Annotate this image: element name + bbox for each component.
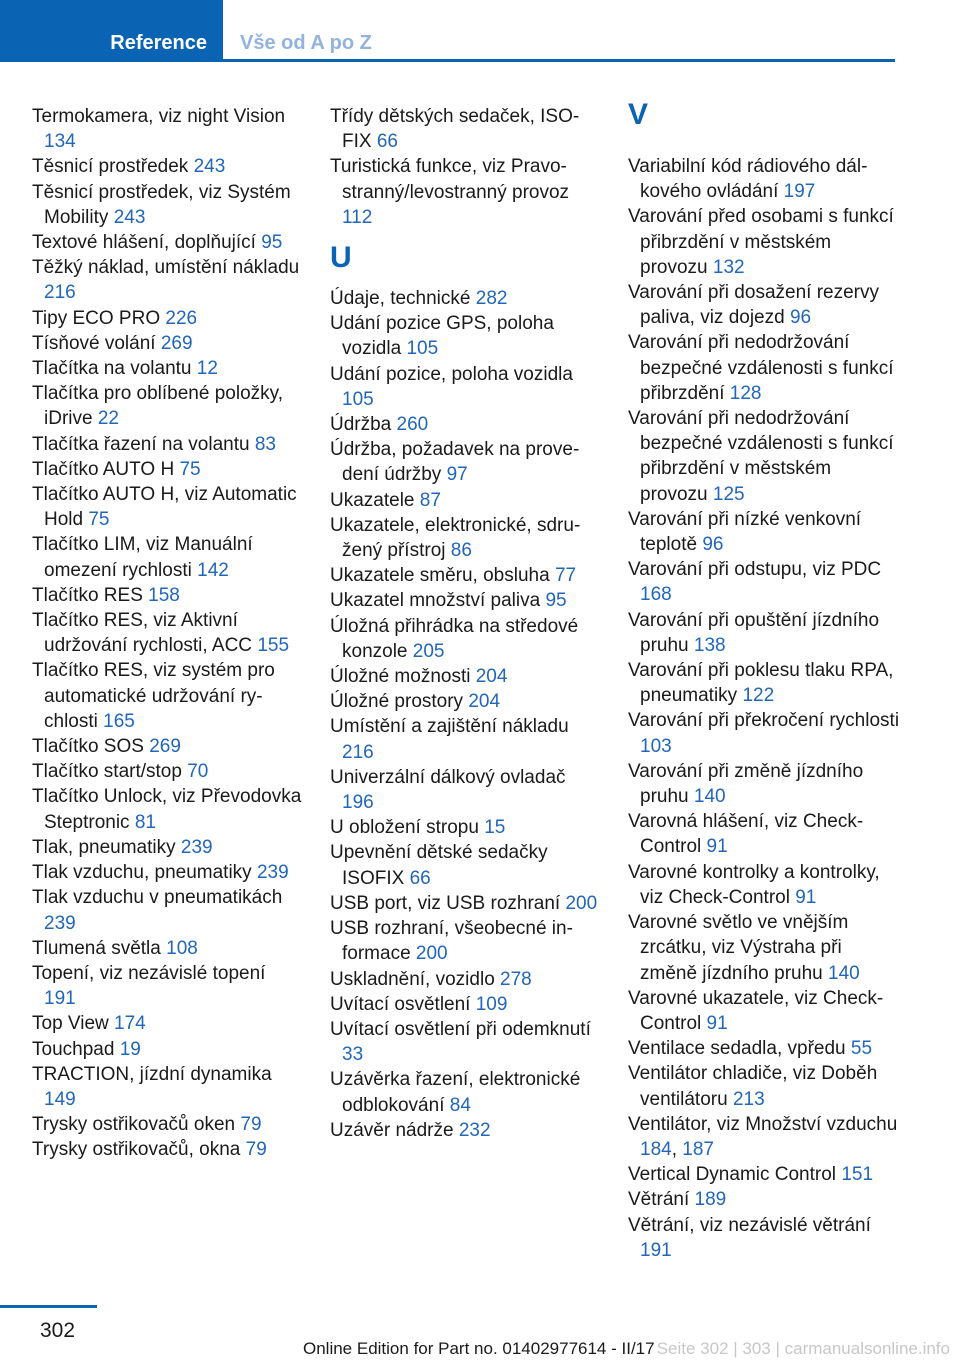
index-entry-text: Ukazatele, elektronické, sdružený přístroj <box>330 514 581 562</box>
index-entry-text: Termokamera, viz night Vision <box>32 106 286 127</box>
index-entry <box>628 910 903 986</box>
index-entry-text: Varovné kontrolky a kontrolky, viz Check-Control <box>628 861 880 908</box>
index-entry-text: Varování při změně jízdního pruhu <box>628 760 864 808</box>
index-entry <box>330 362 600 412</box>
index-entry-text: U obložení stropu <box>330 817 479 839</box>
page-link[interactable]: 200 <box>415 943 448 965</box>
index-entry <box>32 860 302 885</box>
index-entry <box>32 381 302 431</box>
index-letter-heading: V <box>628 98 649 131</box>
index-entry <box>330 689 600 714</box>
page-link[interactable]: 105 <box>406 338 439 360</box>
index-entry-text: Tlumená světla <box>32 937 161 959</box>
index-entry <box>32 936 302 961</box>
index-entry <box>330 840 600 890</box>
index-entry-text: Varování při dosažení rezervy paliva, viz dojezd <box>628 282 879 329</box>
page-link[interactable]: 70 <box>187 761 209 783</box>
index-entry <box>330 588 600 613</box>
page-link[interactable]: 232 <box>458 1119 491 1141</box>
index-entry-text: Tlačítko SOS <box>32 736 144 758</box>
index-entry-text: Trysky ostřikovačů oken <box>32 1114 236 1136</box>
page-link[interactable]: 132 <box>712 256 745 278</box>
page-link[interactable]: 239 <box>256 862 289 884</box>
index-entry-text: Univerzální dálkový ovladač <box>330 766 566 788</box>
index-entry <box>628 658 903 708</box>
header-rule <box>223 59 895 62</box>
page-number: 302 <box>40 1319 76 1342</box>
index-entry-text: Varování při poklesu tlaku RPA, pneumatiky <box>628 660 894 707</box>
page-link[interactable]: 197 <box>783 181 816 203</box>
index-entry <box>330 891 600 916</box>
page-link[interactable]: 204 <box>468 691 501 713</box>
index-entry-text: Uzávěr nádrže <box>330 1119 454 1141</box>
page-link[interactable]: 75 <box>88 509 110 531</box>
index-entry <box>32 608 302 658</box>
page-link[interactable]: 91 <box>795 886 817 908</box>
index-entry <box>628 280 903 330</box>
index-entry-text: Vertical Dynamic Control <box>628 1164 837 1186</box>
page-link[interactable]: 22 <box>97 408 119 430</box>
page-link[interactable]: 140 <box>828 962 860 984</box>
index-entry-text: Tlačítka řazení na volantu <box>32 433 250 455</box>
index-entry <box>32 835 302 860</box>
index-entry-text: USB port, viz USB rozhraní <box>330 892 561 914</box>
page-link[interactable]: 12 <box>196 358 218 380</box>
page-link[interactable]: 125 <box>712 483 745 505</box>
page-link[interactable]: 187 <box>682 1138 714 1160</box>
page-link[interactable]: 77 <box>554 565 577 587</box>
index-entry <box>628 204 903 280</box>
index-entry-text: Tlačítko start/stop <box>32 761 182 783</box>
index-entry <box>628 1213 903 1263</box>
index-entry <box>32 306 302 331</box>
page-link[interactable]: 66 <box>409 867 431 889</box>
index-entry-text: Ukazatel množství paliva <box>330 590 541 612</box>
page-link[interactable]: 122 <box>742 685 775 707</box>
index-entry <box>628 1162 903 1187</box>
index-entry-text: Umístění a zajištění nákladu <box>330 716 569 738</box>
index-entry-text: Větrání, viz nezávislé větrání <box>628 1214 871 1236</box>
index-entry <box>330 714 600 764</box>
index-entry-text: Údaje, technické <box>330 288 471 310</box>
index-entry <box>628 986 903 1036</box>
index-entry-text: Trysky ostřikovačů, okna <box>32 1139 241 1161</box>
index-entry-text: Úložná přihrádka na středové konzole <box>330 615 579 662</box>
index-entry <box>628 557 903 607</box>
page-link[interactable]: 96 <box>702 534 724 556</box>
page-link[interactable]: 108 <box>166 937 198 959</box>
index-entry <box>330 154 600 230</box>
page-link[interactable]: 79 <box>240 1114 262 1136</box>
page-link[interactable]: 75 <box>179 458 201 480</box>
page-link[interactable]: 189 <box>694 1189 727 1211</box>
index-entry-text: Varovná hlášení, viz Check-Control <box>628 811 864 858</box>
index-entry <box>330 967 600 992</box>
index-entry <box>330 311 600 361</box>
index-entry-text: Variabilní kód rádiového dálkového ovládání <box>628 156 868 203</box>
index-entry <box>628 809 903 859</box>
index-entry-text: Udání pozice GPS, poloha vozidla <box>330 313 554 360</box>
index-entry <box>32 457 302 482</box>
page-link[interactable]: 138 <box>693 634 726 656</box>
page-link[interactable]: 155 <box>257 635 290 657</box>
page-link[interactable]: 149 <box>44 1088 76 1110</box>
page-link[interactable]: 81 <box>134 811 156 833</box>
page-link[interactable]: 91 <box>706 1012 728 1034</box>
index-entry <box>330 513 600 563</box>
page-link[interactable]: 243 <box>193 156 226 178</box>
index-entry <box>628 1187 903 1212</box>
page-link[interactable]: 205 <box>412 640 445 662</box>
index-entry <box>32 432 302 457</box>
index-entry-text: Uvítací osvětlení při odemknutí <box>330 1018 591 1040</box>
index-entry-text: Varování při nízké venkovní teplotě <box>628 508 862 556</box>
page-link[interactable]: 278 <box>500 968 532 990</box>
index-entry-text: TRACTION, jízdní dynamika <box>32 1063 272 1085</box>
index-entry <box>628 608 903 658</box>
index-entry-text: Tlačítko RES, viz Aktivní udržování rychlosti, ACC <box>32 610 253 657</box>
edition-note: Online Edition for Part no. 01402977614 - II/17 <box>303 1339 655 1358</box>
index-entry <box>32 961 302 1011</box>
page-link[interactable]: 95 <box>261 232 283 254</box>
index-entry <box>330 488 600 513</box>
index-entry <box>330 916 600 966</box>
page-link[interactable]: 260 <box>396 414 429 436</box>
index-entry: Ventilátor, viz Množství vzduchu 184, 187 <box>628 1113 898 1160</box>
index-entry-text: Varovné světlo ve vnějším zrcátku, viz Výstraha při změně jízdního pruhu <box>628 912 849 984</box>
index-entry-text: Tlačítko RES, viz systém pro automatické udržování rychlosti <box>32 660 275 732</box>
index-entry-text: Tísňové volání <box>32 332 156 354</box>
index-entry <box>330 815 600 840</box>
index-entry <box>32 230 302 255</box>
page-link[interactable]: 213 <box>732 1088 765 1110</box>
index-entry-text: Údržba, požadavek na provedení údržby <box>330 439 580 486</box>
index-entry <box>32 1037 302 1062</box>
page-link[interactable]: 165 <box>103 710 135 732</box>
page-link[interactable]: 151 <box>841 1164 874 1186</box>
page-link[interactable]: 87 <box>419 489 441 511</box>
index-entry <box>330 992 600 1017</box>
index-entry <box>32 1137 302 1162</box>
index-entry <box>330 286 600 311</box>
index-entry-text: Tlačítka pro oblíbené položky, iDrive <box>32 383 284 430</box>
index-entry-text: Uskladnění, vozidlo <box>330 968 495 990</box>
index-entry <box>330 765 600 815</box>
index-column-3 <box>628 98 903 1263</box>
index-entry-text: USB rozhraní, všeobecné informace <box>330 918 573 965</box>
page-link[interactable]: 96 <box>789 307 812 329</box>
page-link[interactable]: 191 <box>640 1239 672 1261</box>
page-link[interactable]: 200 <box>565 892 598 914</box>
index-entry <box>628 154 903 204</box>
tab-reference[interactable]: Reference <box>110 32 207 54</box>
index-entry <box>32 784 302 834</box>
index-entry <box>628 1061 903 1111</box>
index-entry <box>32 734 302 759</box>
page-link[interactable]: 103 <box>640 735 672 757</box>
index-entry <box>628 759 903 809</box>
index-entry-text: Uvítací osvětlení <box>330 993 471 1015</box>
index-entry-text: Touchpad <box>32 1038 115 1060</box>
page-link[interactable]: 196 <box>342 792 374 814</box>
page-link[interactable]: 226 <box>165 307 198 329</box>
index-entry <box>32 331 302 356</box>
index-entry <box>330 412 600 437</box>
index-entry-text: Varování při nedodržování bezpečné vzdálenosti s funkcí přibrzdění <box>628 332 894 404</box>
index-entry <box>330 437 600 487</box>
index-entry <box>32 104 302 154</box>
page-link[interactable]: 112 <box>342 206 373 228</box>
index-entry-text: Varování při nedodržování bezpečné vzdálenosti s funkcí přibrzdění v městském provozu <box>628 408 894 505</box>
page-link[interactable]: 79 <box>245 1139 267 1161</box>
page-link[interactable]: 158 <box>148 584 180 606</box>
page-link[interactable]: 66 <box>376 131 398 153</box>
page-link[interactable]: 168 <box>640 584 672 606</box>
page-link[interactable]: 204 <box>475 666 508 688</box>
index-column-1 <box>32 104 302 1163</box>
index-entry <box>330 1017 600 1067</box>
page-link[interactable]: 33 <box>342 1044 364 1066</box>
header <box>0 0 960 62</box>
index-entry-text: Těsnicí prostředek <box>32 156 189 178</box>
page-link[interactable]: 239 <box>44 912 76 934</box>
index-entry <box>628 406 903 507</box>
index-entry-text: Varování při opuštění jízdního pruhu <box>628 609 880 656</box>
page-link[interactable]: 243 <box>113 206 146 228</box>
index-entry-text: Turistická funkce, viz Pravostranný/levostranný provoz <box>330 156 570 203</box>
index-entry <box>32 255 302 305</box>
index-entry <box>628 708 903 758</box>
page-link[interactable]: 269 <box>160 332 193 354</box>
page-link[interactable]: 216 <box>44 282 76 304</box>
index-entry-text: Tlak vzduchu, pneumatiky <box>32 862 252 884</box>
index-entry <box>32 532 302 582</box>
page-link[interactable]: 83 <box>254 433 276 455</box>
index-entry-text: Těsnicí prostředek, viz Systém Mobility <box>32 181 291 228</box>
index-entry <box>628 330 903 406</box>
index-entry <box>32 1011 302 1036</box>
page-link[interactable]: 84 <box>449 1094 471 1116</box>
index-entry-text: Ventilátor, viz Množství vzduchu <box>628 1113 898 1135</box>
index-entry <box>330 1067 600 1117</box>
index-entry <box>628 1036 903 1061</box>
tab-section-a-z[interactable]: Vše od A po Z <box>240 32 372 54</box>
index-entry <box>628 860 903 910</box>
index-entry <box>32 1062 302 1112</box>
page-link[interactable]: 15 <box>484 817 506 839</box>
index-entry-text: Udání pozice, poloha vozidla <box>330 363 573 385</box>
watermark: Seite 302 | 303 | carmanualsonline.info <box>656 1339 950 1358</box>
page-link[interactable]: 191 <box>44 988 76 1010</box>
index-entry-text: Textové hlášení, doplňující <box>32 232 256 254</box>
index-entry-text: Tlačítka na volantu <box>32 358 192 380</box>
index-entry-text: Varování při odstupu, viz PDC <box>628 559 882 581</box>
index-entry-text: Větrání <box>628 1189 690 1211</box>
index-entry <box>330 104 600 154</box>
page-link[interactable]: 184 <box>640 1138 672 1160</box>
index-entry-text: Údržba <box>330 414 392 436</box>
index-entry <box>32 154 302 179</box>
index-entry-text: Tlak vzduchu v pneumatikách <box>32 887 283 909</box>
index-entry-text: Úložné prostory <box>330 691 464 713</box>
page-link[interactable]: 19 <box>119 1038 141 1060</box>
page-link[interactable]: 91 <box>706 836 728 858</box>
page-link[interactable]: 269 <box>149 736 181 758</box>
page-link[interactable]: 55 <box>850 1038 873 1060</box>
index-entry <box>330 1118 600 1143</box>
index-entry-text: Tlačítko RES <box>32 584 143 606</box>
index-entry-text: Varovné ukazatele, viz Check-Control <box>628 987 884 1034</box>
page-link[interactable]: 282 <box>475 288 508 310</box>
index-entry-text: Tlačítko AUTO H, viz Automatic Hold <box>32 484 297 531</box>
page-link[interactable]: 216 <box>342 741 374 763</box>
index-entry <box>330 563 600 588</box>
index-letter-heading: U <box>330 241 352 275</box>
index-entry <box>32 482 302 532</box>
index-entry-text: Ukazatele směru, obsluha <box>330 565 550 587</box>
index-entry-text: Upevnění dětské sedačky ISOFIX <box>330 842 548 889</box>
index-entry-text: Těžký náklad, umístění nákladu <box>32 257 300 279</box>
page-link[interactable]: 109 <box>475 993 508 1015</box>
index-entry <box>32 658 302 734</box>
index-entry <box>32 356 302 381</box>
index-entry-text: Uzávěrka řazení, elektronické odblokování <box>330 1069 581 1116</box>
index-entry-text: Třídy dětských sedaček, ISOFIX <box>330 106 580 153</box>
page-link[interactable]: 95 <box>545 590 567 612</box>
page-link[interactable]: 140 <box>693 786 726 808</box>
index-entry-text: Top View <box>32 1013 109 1035</box>
index-column-2 <box>330 104 600 1143</box>
footer-rule <box>0 1305 97 1308</box>
index-entry <box>330 614 600 664</box>
index-entry-text: Topení, viz nezávislé topení <box>32 962 266 984</box>
index-entry-text: Úložné možnosti <box>330 666 471 688</box>
page-link[interactable]: 86 <box>450 540 472 562</box>
page-link[interactable]: 134 <box>44 131 76 153</box>
page-link[interactable]: 142 <box>197 559 229 581</box>
page-link[interactable]: 97 <box>446 464 468 486</box>
index-entry-text: Varování před osobami s funkcí přibrzdění v městském provozu <box>628 206 894 278</box>
index-entry-text: Ventilátor chladiče, viz Doběh ventilátoru <box>628 1063 878 1110</box>
page-link[interactable]: 128 <box>729 382 762 404</box>
index-entry-text: Tipy ECO PRO <box>32 307 161 329</box>
index-entry-text: Tlačítko LIM, viz Manuální omezení rychlosti <box>32 534 253 581</box>
page-link[interactable]: 239 <box>180 836 213 858</box>
index-entry-text: Ukazatele <box>330 489 415 511</box>
index-entry-text: Tlačítko AUTO H <box>32 458 175 480</box>
index-entry <box>32 583 302 608</box>
index-entry <box>32 1112 302 1137</box>
index-entry <box>32 759 302 784</box>
page-link[interactable]: 174 <box>114 1013 146 1035</box>
index-entry <box>628 507 903 557</box>
index-entry-text: Tlačítko Unlock, viz Převodovka Steptronic <box>32 786 302 833</box>
index-entry-text: Varování při překročení rychlosti <box>628 710 900 732</box>
index-entry <box>330 664 600 689</box>
index-entry-text: Ventilace sedadla, vpředu <box>628 1038 846 1060</box>
index-entry-text: Tlak, pneumatiky <box>32 836 176 858</box>
page-link[interactable]: 105 <box>342 388 374 410</box>
index-entry <box>32 885 302 935</box>
index-entry <box>32 180 302 230</box>
